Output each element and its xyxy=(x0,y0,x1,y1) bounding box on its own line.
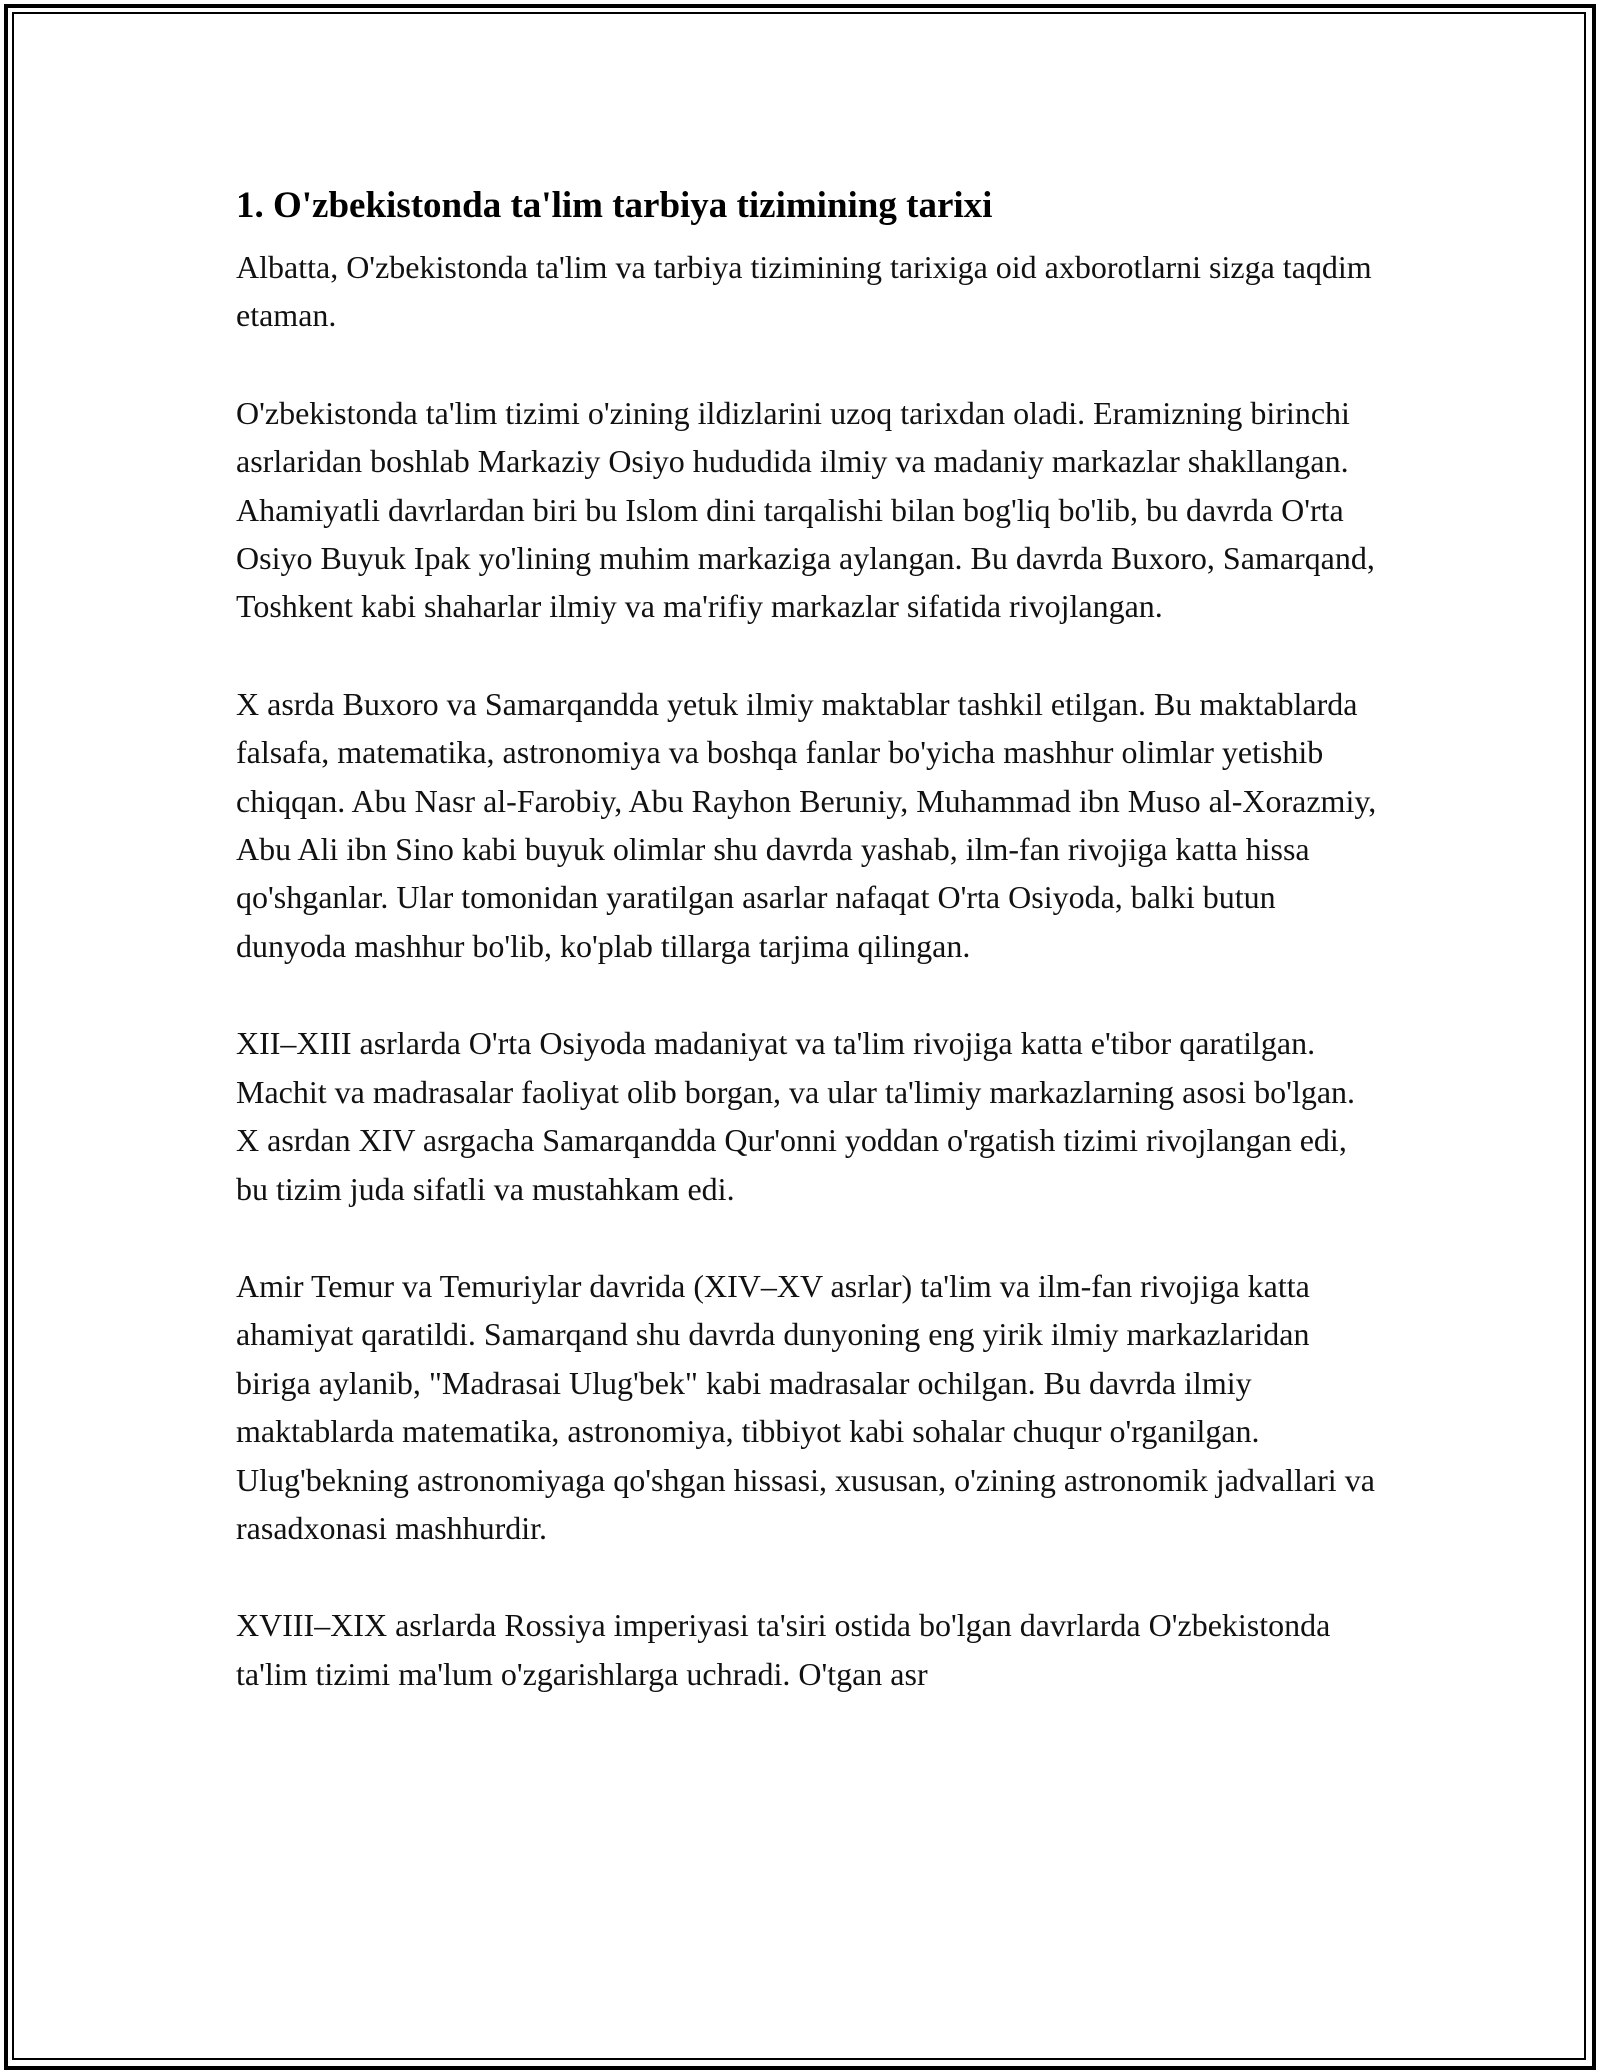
paragraph-intro: Albatta, O'zbekistonda ta'lim va tarbiya tizimining tarixiga oid axborotlarni sizga taqdim etaman. xyxy=(236,249,1372,334)
document-body xyxy=(236,183,1386,1747)
paragraph-10th-century: X asrda Buxoro va Samarqandda yetuk ilmiy maktablar tashkil etilgan. Bu maktablarda falsafa, matematika, astronomiya va boshqa fanlar bo'yicha mashhur olimlar yetishib chiqqan. Abu Nasr al-Farobiy, Abu Rayhon Beruniy, Muhammad ibn Muso al-Xorazmiy, Abu Ali ibn Sino kabi buyuk olimlar shu davrda yashab, ilm-fan rivojiga katta hissa qo'shganlar. Ular tomonidan yaratilgan asarlar nafaqat O'rta Osiyoda, balki butun dunyoda mashhur bo'lib, ko'plab tillarga tarjima qilingan. xyxy=(236,685,1377,964)
paragraph-12th-13th-centuries: XII–XIII asrlarda O'rta Osiyoda madaniyat va ta'lim rivojiga katta e'tibor qaratilgan. Machit va madrasalar faoliyat olib borgan, va ular ta'limiy markazlarning asosi bo'lgan. X asrdan XIV asrgacha Samarqandda Qur'onni yoddan o'rgatish tizimi rivojlangan edi, bu tizim juda sifatli va mustahkam edi. xyxy=(236,1025,1356,1207)
paragraph-origins: O'zbekistonda ta'lim tizimi o'zining ildizlarini uzoq tarixdan oladi. Eramizning birinchi asrlaridan boshlab Markaziy Osiyo hududida ilmiy va madaniy markazlar shakllangan. Ahamiyatli davrlardan biri bu Islom dini tarqalishi bilan bog'liq bo'lib, bu davrda O'rta Osiyo Buyuk Ipak yo'lining muhim markaziga aylangan. Bu davrda Buxoro, Samarqand, Toshkent kabi shaharlar ilmiy va ma'rifiy markazlar sifatida rivojlangan. xyxy=(236,394,1375,625)
paragraph-18th-19th-centuries: XVIII–XIX asrlarda Rossiya imperiyasi ta'siri ostida bo'lgan davrlarda O'zbekistonda ta'lim tizimi ma'lum o'zgarishlarga uchradi. O'tgan asr xyxy=(236,1607,1331,1692)
paragraph-timurid-era: Amir Temur va Temuriylar davrida (XIV–XV asrlar) ta'lim va ilm-fan rivojiga katta ahamiyat qaratildi. Samarqand shu davrda dunyoning eng yirik ilmiy markazlaridan biriga aylanib, "Madrasai Ulug'bek" kabi madrasalar ochilgan. Bu davrda ilmiy maktablarda matematika, astronomiya, tibbiyot kabi sohalar chuqur o'rganilgan. Ulug'bekning astronomiyaga qo'shgan hissasi, xususan, o'zining astronomik jadvallari va rasadxonasi mashhurdir. xyxy=(236,1267,1375,1546)
document-title: 1. O'zbekistonda ta'lim tarbiya tizimining tarixi xyxy=(236,185,993,226)
